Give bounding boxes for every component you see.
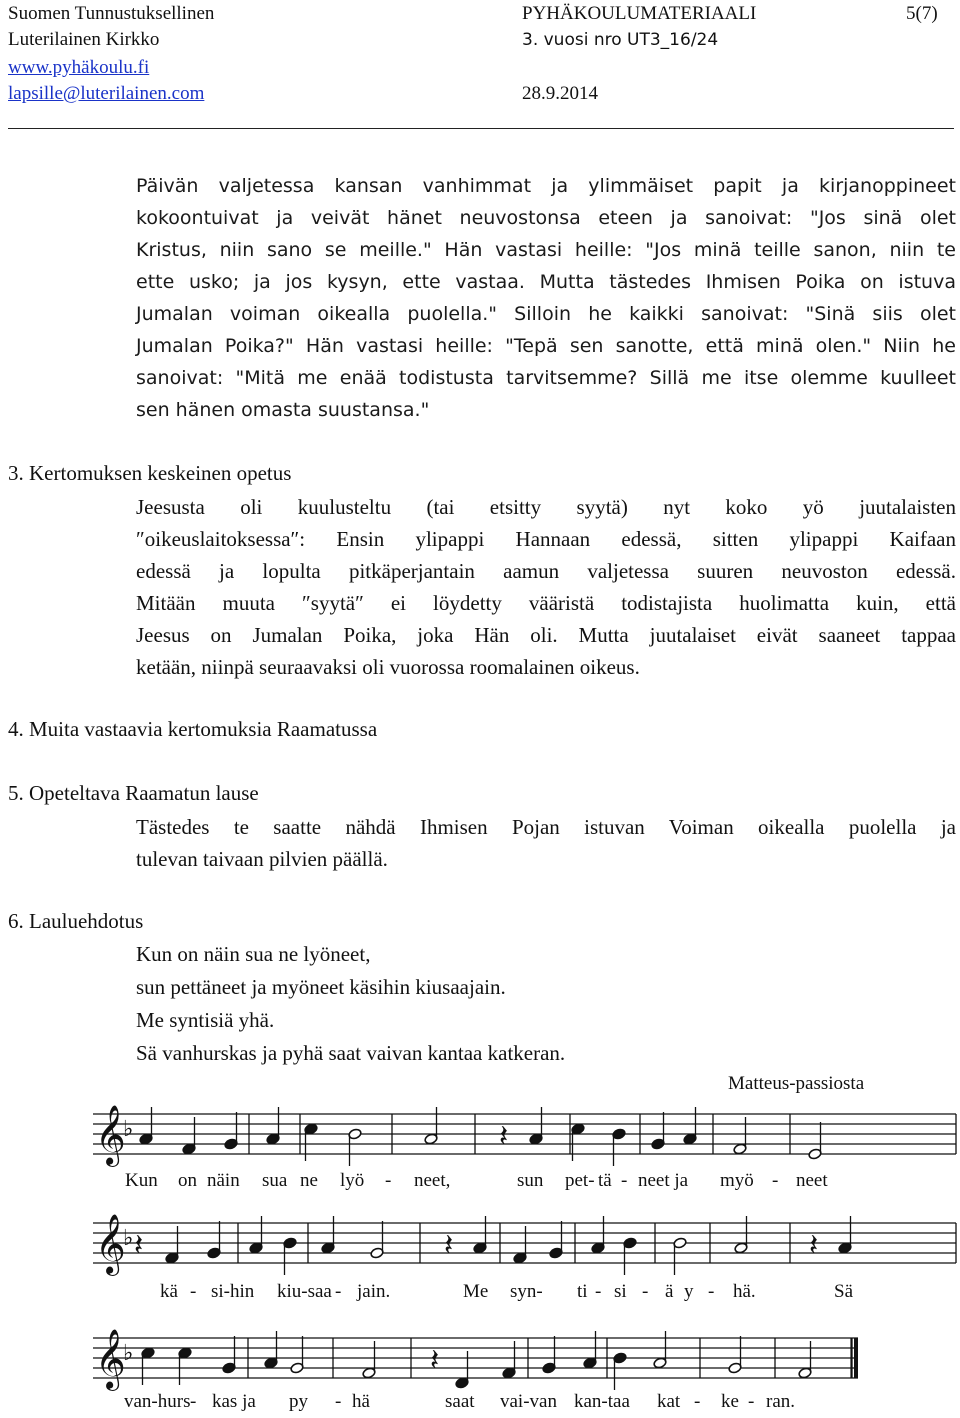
lyric-syllable: neet, [414,1170,451,1191]
song-line: sun pettäneet ja myöneet käsihin kiusaajain. [136,975,506,999]
org-name-line2: Luterilainen Kirkko [8,29,160,50]
lyric-syllable: myö [720,1170,754,1191]
lyric-syllable: - [335,1391,342,1412]
flat-icon: ♭ [123,1226,134,1251]
website-link[interactable]: www.pyhäkoulu.fi [8,57,150,78]
quarter-rest: 𝄽 [444,1228,454,1263]
story-line: sanoivat: "Mitä me enää todistusta tarvitsemme? Sillä me itse olemme kuulleet [136,367,956,389]
treble-clef-icon: 𝄞 [95,1329,126,1389]
lyric-syllable: hä [352,1391,370,1412]
flat-icon: ♭ [123,1117,134,1142]
quarter-rest: 𝄽 [809,1228,819,1263]
lyric-syllable: - [642,1281,649,1302]
story-line: kokoontuivat ja veivät hänet neuvostonsa eteen ja sanoivat: "Jos sinä olet [136,207,956,229]
story-line: ette usko; ja jos kysyn, ette vastaa. Mutta tästedes Ihmisen Poika on istuva [136,271,956,293]
bible-verse-line: Tästedes te saatte nähdä Ihmisen Pojan istuvan Voiman oikealla puolella ja [136,815,956,839]
header-divider [8,128,954,129]
lyric-syllable: jain. [357,1281,391,1302]
music-score [0,1070,960,1418]
lyric-syllable: saat [445,1391,475,1412]
story-line: Päivän valjetessa kansan vanhimmat ja ylimmäiset papit ja kirjanoppineet [136,175,956,197]
lyric-syllable: Kun [125,1170,158,1191]
lyric-syllable: - [595,1281,602,1302]
section-3-line: ″oikeuslaitoksessa″: Ensin ylipappi Hannaan edessä, sitten ylipappi Kaifaan [136,527,956,551]
lyric-syllable: hä. [733,1281,756,1302]
page-number: 5(7) [906,3,938,24]
bible-verse [136,811,956,875]
date: 28.9.2014 [522,83,598,104]
treble-clef-icon: 𝄞 [95,1105,126,1165]
lyric-syllable: - [335,1281,342,1302]
lyric-syllable: py [289,1391,308,1412]
lesson-number: 3. vuosi nro UT3_16/24 [522,30,719,50]
lyric-syllable: - [385,1170,392,1191]
story-line: Jumalan Poika?" Hän vastasi heille: "Tepä sen sanotte, että minä olen." Niin he [136,335,956,357]
lyric-syllable: si-hin [211,1281,255,1302]
lyric-syllable: van-hurs [124,1391,191,1412]
section-5-heading: 5. Opeteltava Raamatun lause [8,781,259,805]
org-name-line1: Suomen Tunnustuksellinen [8,3,215,24]
material-title: PYHÄKOULUMATERIAALI [522,3,757,24]
flat-icon: ♭ [123,1341,134,1366]
lyric-syllable: kat [657,1391,681,1412]
story-line: Kristus, niin sano se meille." Hän vastasi heille: "Jos minä teille sanon, niin te [136,239,956,261]
lyric-syllable: - [708,1281,715,1302]
quarter-rest: 𝄽 [499,1119,509,1154]
song-line: Sä vanhurskas ja pyhä saat vaivan kantaa katkeran. [136,1041,566,1065]
lyric-syllable: y [684,1281,694,1302]
section-3-line: ketään, niinpä seuraavaksi oli vuorossa roomalainen oikeus. [136,655,640,679]
quarter-rest: 𝄽 [134,1228,144,1263]
lyric-syllable: kiu-saa [277,1281,332,1302]
lyric-syllable: kas ja [212,1391,256,1412]
lyric-syllable: - [694,1391,701,1412]
treble-clef-icon: 𝄞 [95,1214,126,1274]
story-line: sen hänen omasta suustansa." [136,399,430,421]
lyric-syllable: pet- [565,1170,595,1191]
lyric-syllable: sua [262,1170,288,1191]
section-3-line: Jeesus on Jumalan Poika, joka Hän oli. Mutta juutalaiset eivät saaneet tappaa [136,623,956,647]
lyric-syllable: - [772,1170,779,1191]
section-3-heading: 3. Kertomuksen keskeinen opetus [8,461,292,485]
lyric-syllable: neet [796,1170,828,1191]
bible-verse-line: tulevan taivaan pilvien päällä. [136,847,388,871]
lyric-syllable: näin [207,1170,240,1191]
lyric-syllable: ran. [766,1391,796,1412]
story-line: Jumalan voiman oikealla puolella." Silloin he kaikki sanoivat: "Sinä siis olet [136,303,956,325]
song-line: Me syntisiä yhä. [136,1008,275,1032]
song-line: Kun on näin sua ne lyöneet, [136,942,371,966]
lyric-syllable: ke [721,1391,739,1412]
lyric-syllable: - [190,1391,197,1412]
lyric-syllable: sun [517,1170,544,1191]
lyric-syllable: - [621,1170,628,1191]
score-source: Matteus-passiosta [728,1073,865,1094]
quarter-rest: 𝄽 [430,1343,440,1378]
section-3-line: Jeesusta oli kuulusteltu (tai etsitty syytä) nyt koko yö juutalaisten [136,495,956,519]
song-lyrics [136,938,565,1070]
lyric-syllable: kan-taa [574,1391,630,1412]
section-3-line: Mitään muuta ″syytä″ ei löydetty vääristä todistajista huolimatta kuin, että [136,591,956,615]
section-4-heading: 4. Muita vastaavia kertomuksia Raamatussa [8,717,378,741]
story-paragraph [136,170,956,426]
lyric-syllable: vai-van [500,1391,557,1412]
lyric-syllable: tä [598,1170,612,1191]
lyric-syllable: Sä [834,1281,853,1302]
email-link[interactable]: lapsille@luterilainen.com [8,83,205,104]
lyric-syllable: syn- [510,1281,543,1302]
lyric-syllable: neet ja [638,1170,689,1191]
lyric-syllable: ä [665,1281,674,1302]
lyric-syllable: ne [300,1170,318,1191]
section-6-heading: 6. Lauluehdotus [8,909,144,933]
section-3-line: edessä ja lopulta pitkäperjantain aamun valjetessa suuren neuvoston edessä. [136,559,956,583]
lyric-syllable: Me [463,1281,489,1302]
lyric-syllable: on [178,1170,197,1191]
section-3-body [136,491,956,683]
lyric-syllable: kä [160,1281,178,1302]
lyric-syllable: lyö [340,1170,365,1191]
lyric-syllable: ti [577,1281,588,1302]
lyric-syllable: si [614,1281,627,1302]
lyric-syllable: - [748,1391,755,1412]
lyric-syllable: - [190,1281,197,1302]
final-bar-thick [854,1338,858,1378]
